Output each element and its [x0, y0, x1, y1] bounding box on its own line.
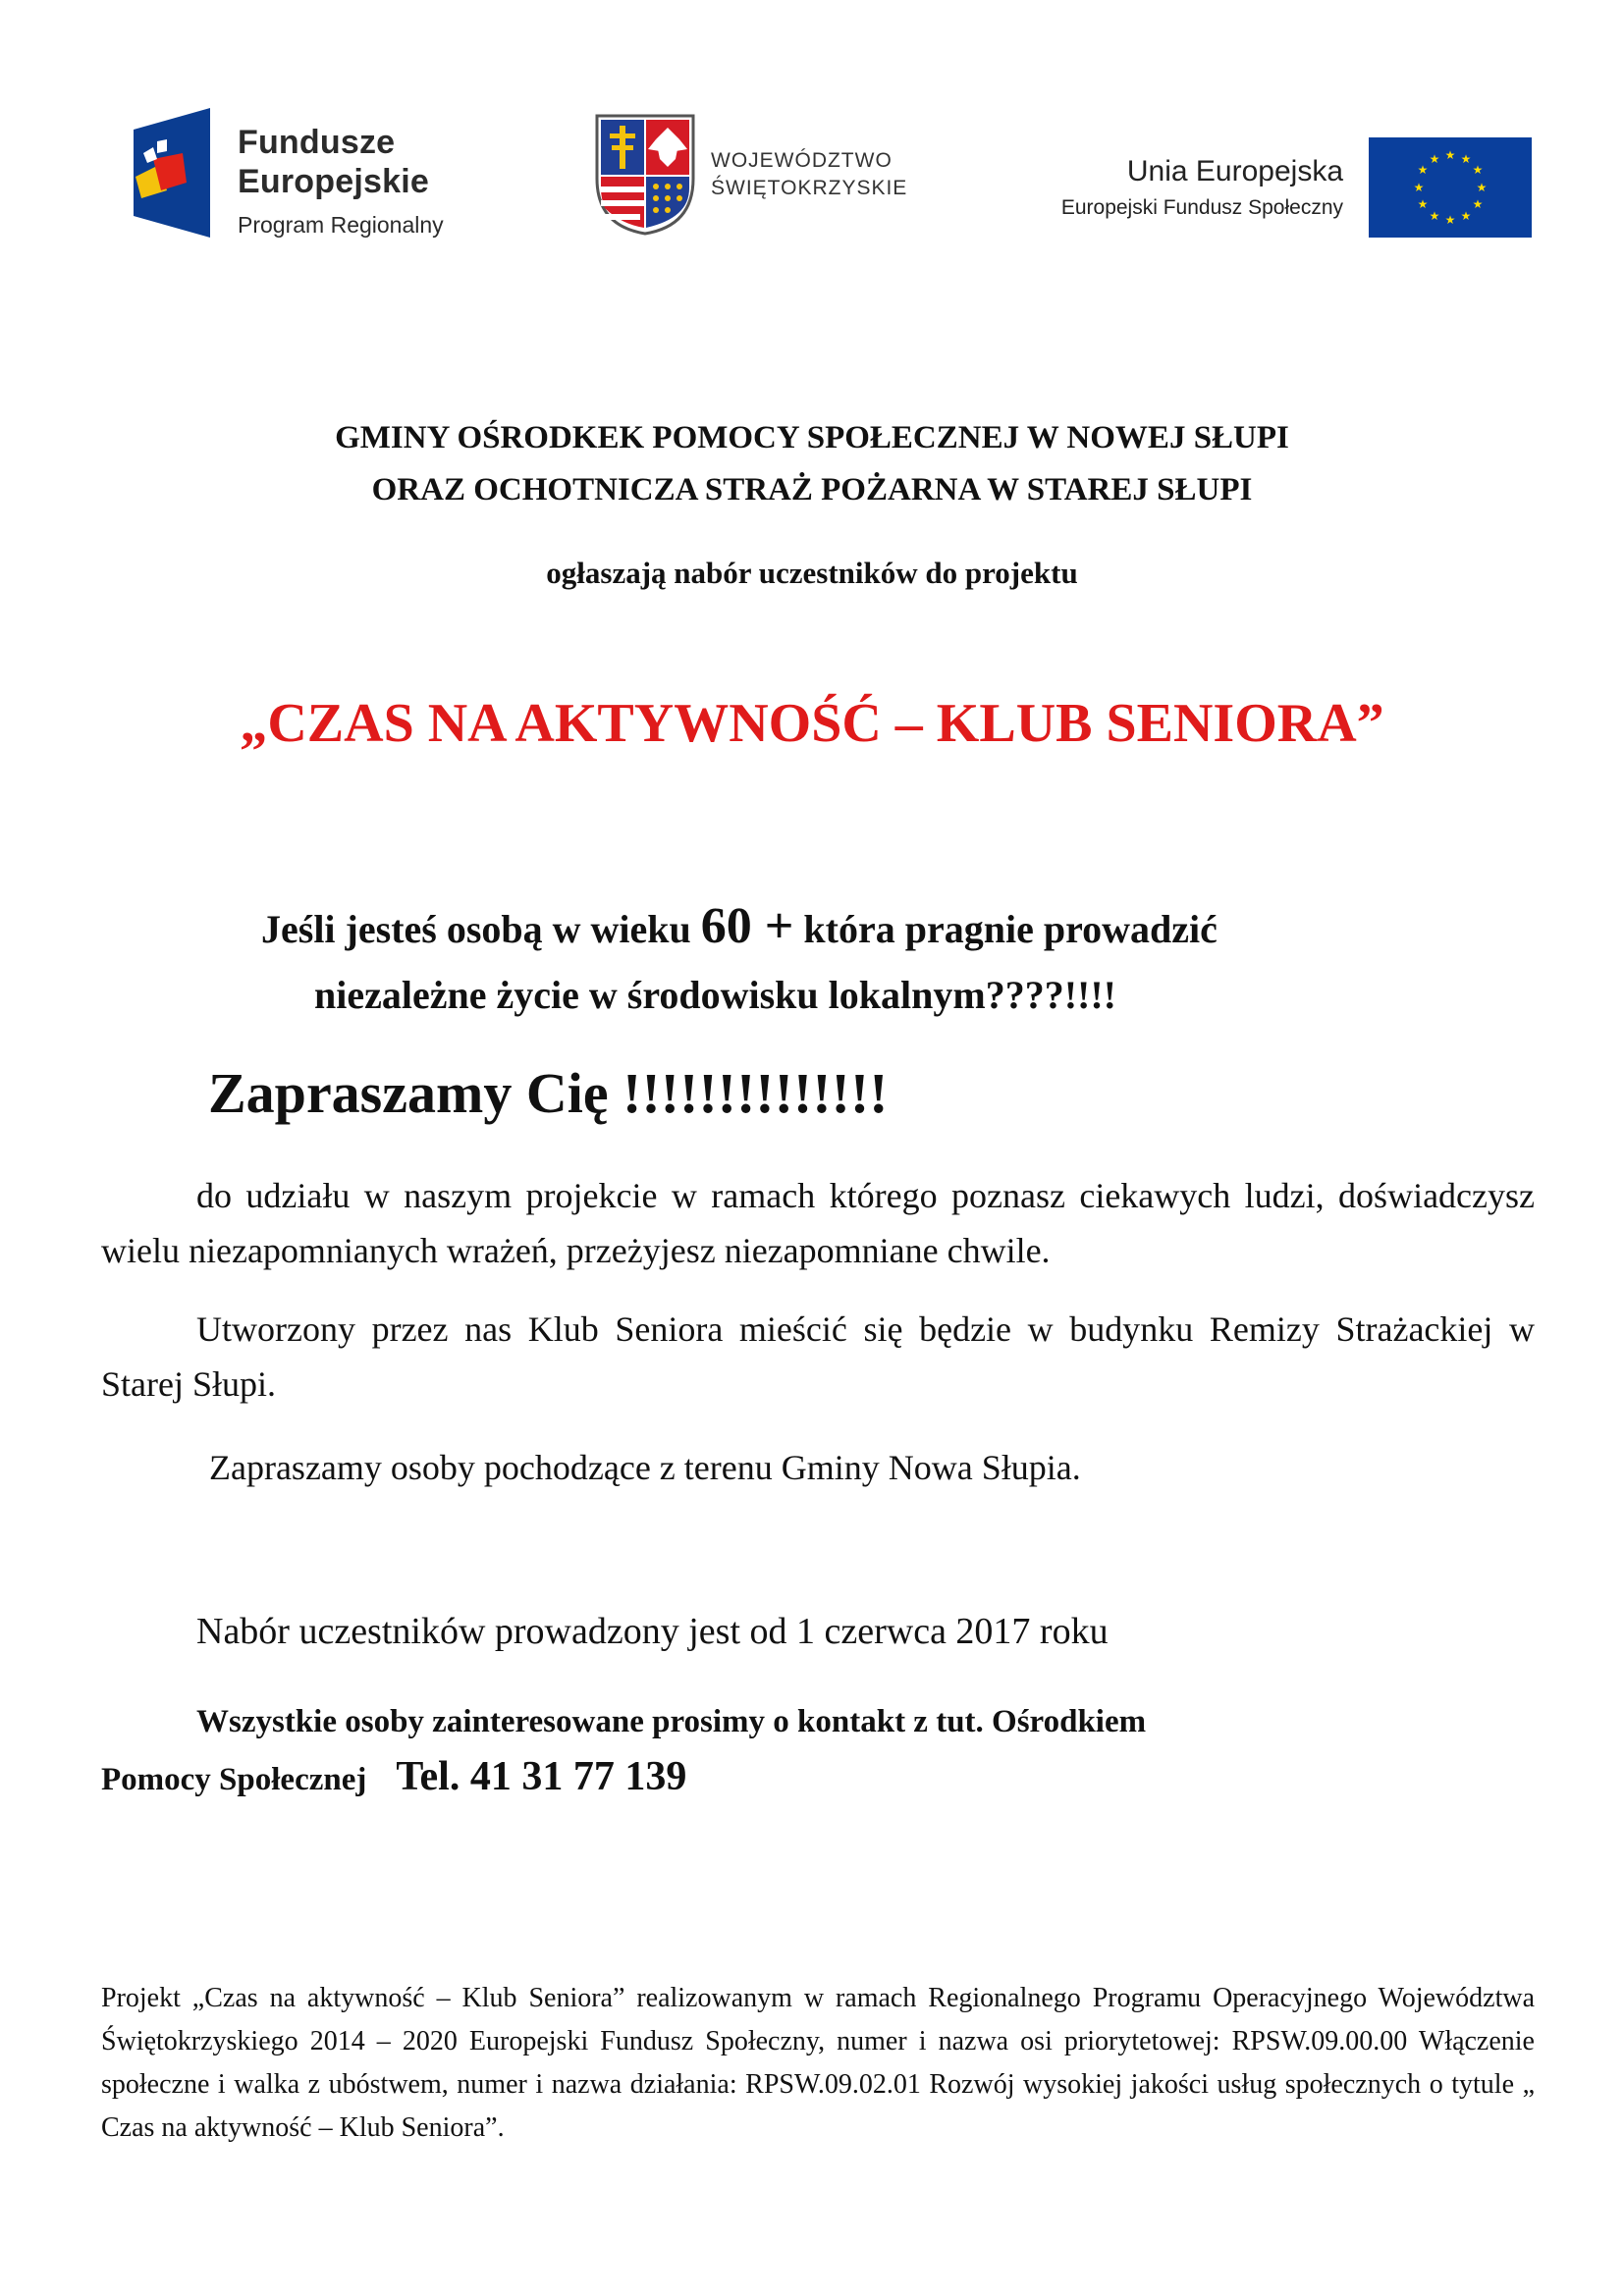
coat-of-arms-icon: [591, 110, 699, 238]
svg-text:★: ★: [1444, 148, 1456, 162]
svg-text:★: ★: [1417, 197, 1429, 211]
paragraph-club-location: Utworzony przez nas Klub Seniora mieścić się będzie w budynku Remizy Strażackiej w Starej Słupi.: [101, 1309, 1535, 1404]
fundusze-title-line1: Fundusze: [238, 124, 396, 161]
fundusze-subtitle: Program Regionalny: [238, 212, 444, 238]
project-title: „CZAS NA AKTYWNOŚĆ – KLUB SENIORA”: [240, 693, 1384, 754]
svg-text:★: ★: [1460, 209, 1472, 223]
fundusze-title-line2: Europejskie: [238, 163, 429, 200]
svg-text:★: ★: [1476, 181, 1488, 194]
svg-text:★: ★: [1472, 197, 1484, 211]
recruitment-date: Nabór uczestników prowadzony jest od 1 czerwca 2017 roku: [196, 1611, 1109, 1652]
svg-text:★: ★: [1460, 152, 1472, 166]
svg-text:★: ★: [1444, 213, 1456, 227]
question-line-1: [261, 897, 1218, 955]
project-footer-note: Projekt „Czas na aktywność – Klub Seniora” realizowanym w ramach Regionalnego Programu Operacyjnego Województwa Świętokrzyskiego 2014 – 2020 Europejski Fundusz Społeczny, numer i nazwa osi priorytetowej: RPSW.09.00.00 Włączenie społeczne i walka z ubóstwem, numer i nazwa działania: RPSW.09.02.01 Rozwój wysokiej jakości usług społecznych o tytule „ Czas na aktywność – Klub Seniora”.: [101, 1983, 1535, 2143]
svg-text:★: ★: [1472, 163, 1484, 177]
question-part2: która pragnie prowadzić: [793, 907, 1218, 951]
unia-europejska-logo: [990, 135, 1343, 234]
svg-text:★: ★: [1413, 181, 1425, 194]
fundusze-europejskie-logo: [134, 108, 487, 245]
contact-line-2: [101, 1753, 686, 1800]
wojewodztwo-text-line2: ŚWIĘTOKRZYSKIE: [711, 177, 908, 199]
announcement: ogłaszają nabór uczestników do projektu: [546, 556, 1078, 590]
wojewodztwo-swietokrzyskie-logo: [591, 110, 915, 247]
age-label: 60 +: [700, 898, 794, 954]
fundusze-europejskie-emblem-icon: [134, 108, 232, 245]
organizer-line-2: ORAZ OCHOTNICZA STRAŻ POŻARNA W STAREJ SŁUPI: [371, 472, 1253, 507]
svg-text:★: ★: [1417, 163, 1429, 177]
svg-text:★: ★: [1429, 209, 1440, 223]
phone-number: Tel. 41 31 77 139: [396, 1754, 687, 1799]
contact-office: Pomocy Społecznej: [101, 1762, 367, 1797]
paragraph-participation: do udziału w naszym projekcie w ramach którego poznasz ciekawych ludzi, doświadczysz wielu niezapomnianych wrażeń, przeżyjesz niezapomniane chwile.: [101, 1176, 1535, 1270]
question-line-2: niezależne życie w środowisku lokalnym????!!!!: [314, 973, 1116, 1017]
question-part1: Jeśli jesteś osobą w wieku: [261, 907, 701, 951]
eu-flag-icon: [1369, 137, 1532, 238]
unia-europejska-subtitle: Europejski Fundusz Społeczny: [1060, 196, 1343, 219]
invitation-heading: Zapraszamy Cię !!!!!!!!!!!!!!: [208, 1061, 889, 1125]
svg-text:★: ★: [1429, 152, 1440, 166]
unia-europejska-title: Unia Europejska: [1126, 155, 1343, 187]
contact-line-1: Wszystkie osoby zainteresowane prosimy o kontakt z tut. Ośrodkiem: [196, 1704, 1147, 1739]
wojewodztwo-text-line1: WOJEWÓDZTWO: [711, 149, 893, 172]
organizer-line-1: GMINY OŚRODKEK POMOCY SPOŁECZNEJ W NOWEJ SŁUPI: [335, 420, 1289, 455]
paragraph-eligibility: Zapraszamy osoby pochodzące z terenu Gminy Nowa Słupia.: [209, 1448, 1081, 1487]
